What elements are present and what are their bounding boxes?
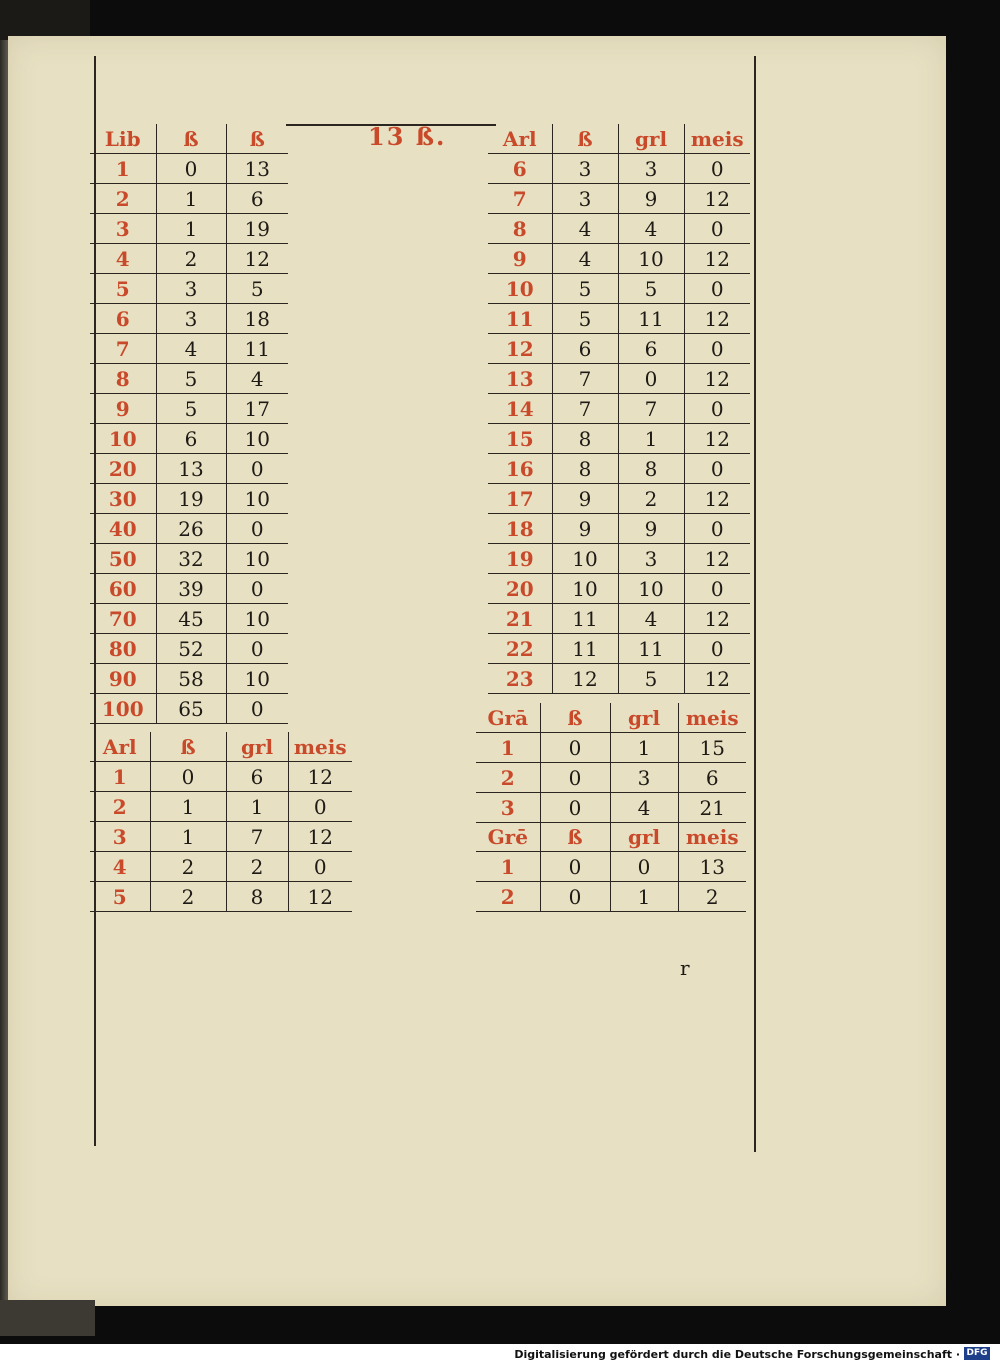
value-cell: 0	[156, 154, 226, 184]
conversion-table-arl	[488, 124, 750, 694]
table-row	[488, 184, 750, 214]
table-row	[476, 882, 746, 912]
table-row	[90, 454, 288, 484]
value-cell: 0	[150, 762, 226, 792]
value-cell: 12	[684, 184, 750, 214]
page-number: 13 ß.	[368, 122, 447, 151]
scan-corner-top	[0, 0, 90, 40]
value-cell: 0	[226, 454, 288, 484]
row-key-cell: 2	[90, 792, 150, 822]
value-cell: 10	[552, 574, 618, 604]
value-cell: 12	[288, 822, 352, 852]
value-cell: 3	[156, 274, 226, 304]
row-key-cell: 6	[488, 154, 552, 184]
value-cell: 3	[618, 544, 684, 574]
row-key-cell: 11	[488, 304, 552, 334]
table-row	[90, 244, 288, 274]
column-header: grl	[610, 703, 678, 733]
table-header-row	[488, 124, 750, 154]
table-row	[90, 604, 288, 634]
row-key-cell: 21	[488, 604, 552, 634]
table-row	[488, 634, 750, 664]
table-row	[90, 184, 288, 214]
value-cell: 3	[552, 154, 618, 184]
column-header: meis	[684, 124, 750, 154]
value-cell: 0	[540, 733, 610, 763]
table-row	[476, 733, 746, 763]
row-key-cell: 19	[488, 544, 552, 574]
value-cell: 6	[226, 762, 288, 792]
row-key-cell: 80	[90, 634, 156, 664]
row-key-cell: 5	[90, 274, 156, 304]
conversion-table-lib	[90, 124, 288, 724]
value-cell: 0	[288, 852, 352, 882]
value-cell: 9	[552, 484, 618, 514]
value-cell: 7	[552, 364, 618, 394]
column-header: grl	[618, 124, 684, 154]
table-row	[90, 634, 288, 664]
row-key-cell: 100	[90, 694, 156, 724]
table-row	[90, 694, 288, 724]
value-cell: 19	[226, 214, 288, 244]
table-row	[488, 274, 750, 304]
digitization-footer	[0, 1344, 1000, 1364]
row-key-cell: 20	[90, 454, 156, 484]
value-cell: 15	[678, 733, 746, 763]
table-row	[488, 424, 750, 454]
row-key-cell: 4	[90, 852, 150, 882]
table-row	[90, 852, 352, 882]
column-header: ß	[540, 822, 610, 852]
value-cell: 10	[226, 604, 288, 634]
value-cell: 21	[678, 793, 746, 823]
row-key-cell: 7	[488, 184, 552, 214]
row-key-cell: 10	[90, 424, 156, 454]
footer-credit: Digitalisierung gefördert durch die Deutsche Forschungsgemeinschaft ·	[514, 1348, 960, 1361]
value-cell: 4	[610, 793, 678, 823]
value-cell: 9	[618, 184, 684, 214]
table-header-row	[476, 703, 746, 733]
value-cell: 4	[552, 214, 618, 244]
row-key-cell: 9	[488, 244, 552, 274]
value-cell: 5	[618, 664, 684, 694]
value-cell: 11	[552, 604, 618, 634]
value-cell: 19	[156, 484, 226, 514]
value-cell: 12	[684, 304, 750, 334]
row-key-cell: 18	[488, 514, 552, 544]
table-row	[488, 304, 750, 334]
row-key-cell: 5	[90, 882, 150, 912]
column-header: meis	[678, 822, 746, 852]
signature-mark: r	[680, 956, 690, 980]
column-header: grl	[610, 822, 678, 852]
value-cell: 32	[156, 544, 226, 574]
value-cell: 9	[552, 514, 618, 544]
value-cell: 3	[552, 184, 618, 214]
row-key-cell: 1	[476, 852, 540, 882]
value-cell: 12	[684, 364, 750, 394]
table-row	[476, 793, 746, 823]
value-cell: 12	[684, 664, 750, 694]
table-row	[488, 664, 750, 694]
dfg-logo: DFG	[964, 1347, 990, 1360]
conversion-table-gre	[476, 822, 746, 912]
value-cell: 4	[156, 334, 226, 364]
table-header-row	[90, 732, 352, 762]
row-key-cell: 6	[90, 304, 156, 334]
value-cell: 10	[552, 544, 618, 574]
value-cell: 11	[226, 334, 288, 364]
row-key-cell: 20	[488, 574, 552, 604]
value-cell: 7	[226, 822, 288, 852]
column-header: ß	[552, 124, 618, 154]
table-row	[488, 154, 750, 184]
row-key-cell: 23	[488, 664, 552, 694]
row-key-cell: 7	[90, 334, 156, 364]
value-cell: 52	[156, 634, 226, 664]
value-cell: 2	[150, 882, 226, 912]
value-cell: 2	[226, 852, 288, 882]
column-header: meis	[678, 703, 746, 733]
table-row	[90, 304, 288, 334]
row-key-cell: 3	[476, 793, 540, 823]
row-key-cell: 1	[90, 154, 156, 184]
table-row	[488, 544, 750, 574]
value-cell: 11	[618, 634, 684, 664]
value-cell: 10	[226, 664, 288, 694]
table-row	[488, 214, 750, 244]
value-cell: 8	[618, 454, 684, 484]
value-cell: 10	[618, 244, 684, 274]
row-key-cell: 70	[90, 604, 156, 634]
conversion-table-arl-lower	[90, 732, 352, 912]
value-cell: 12	[552, 664, 618, 694]
value-cell: 8	[552, 454, 618, 484]
table-row	[488, 394, 750, 424]
value-cell: 1	[156, 184, 226, 214]
table-row	[90, 484, 288, 514]
table-row	[90, 792, 352, 822]
value-cell: 65	[156, 694, 226, 724]
value-cell: 13	[226, 154, 288, 184]
value-cell: 10	[226, 484, 288, 514]
value-cell: 5	[618, 274, 684, 304]
value-cell: 1	[610, 882, 678, 912]
row-key-cell: 60	[90, 574, 156, 604]
table-header-row	[476, 822, 746, 852]
column-header: Grā	[476, 703, 540, 733]
value-cell: 12	[684, 424, 750, 454]
value-cell: 0	[226, 574, 288, 604]
book-page	[8, 36, 946, 1306]
table-row	[90, 394, 288, 424]
right-rule	[754, 56, 756, 1152]
table-header-row	[90, 124, 288, 154]
column-header: Grē	[476, 822, 540, 852]
value-cell: 0	[226, 694, 288, 724]
row-key-cell: 50	[90, 544, 156, 574]
table-row	[488, 244, 750, 274]
row-key-cell: 8	[488, 214, 552, 244]
column-header: Lib	[90, 124, 156, 154]
row-key-cell: 9	[90, 394, 156, 424]
table-row	[90, 762, 352, 792]
value-cell: 4	[618, 604, 684, 634]
value-cell: 0	[288, 792, 352, 822]
table-row	[476, 763, 746, 793]
row-key-cell: 40	[90, 514, 156, 544]
row-key-cell: 16	[488, 454, 552, 484]
value-cell: 18	[226, 304, 288, 334]
conversion-table-gra	[476, 703, 746, 823]
column-header: meis	[288, 732, 352, 762]
row-key-cell: 17	[488, 484, 552, 514]
value-cell: 1	[150, 822, 226, 852]
row-key-cell: 3	[90, 214, 156, 244]
row-key-cell: 2	[476, 882, 540, 912]
row-key-cell: 90	[90, 664, 156, 694]
value-cell: 26	[156, 514, 226, 544]
value-cell: 0	[226, 514, 288, 544]
table-row	[488, 514, 750, 544]
value-cell: 7	[552, 394, 618, 424]
value-cell: 5	[156, 394, 226, 424]
table-row	[90, 574, 288, 604]
value-cell: 12	[684, 244, 750, 274]
value-cell: 8	[226, 882, 288, 912]
value-cell: 0	[684, 214, 750, 244]
value-cell: 10	[618, 574, 684, 604]
value-cell: 0	[540, 763, 610, 793]
value-cell: 6	[226, 184, 288, 214]
value-cell: 39	[156, 574, 226, 604]
value-cell: 1	[618, 424, 684, 454]
row-key-cell: 2	[476, 763, 540, 793]
value-cell: 0	[540, 793, 610, 823]
value-cell: 2	[156, 244, 226, 274]
table-row	[90, 274, 288, 304]
row-key-cell: 12	[488, 334, 552, 364]
value-cell: 17	[226, 394, 288, 424]
value-cell: 10	[226, 424, 288, 454]
value-cell: 0	[618, 364, 684, 394]
table-row	[90, 544, 288, 574]
value-cell: 6	[552, 334, 618, 364]
value-cell: 3	[156, 304, 226, 334]
table-row	[90, 882, 352, 912]
table-row	[476, 852, 746, 882]
value-cell: 0	[684, 334, 750, 364]
row-key-cell: 8	[90, 364, 156, 394]
row-key-cell: 22	[488, 634, 552, 664]
value-cell: 0	[684, 574, 750, 604]
value-cell: 5	[226, 274, 288, 304]
table-row	[488, 484, 750, 514]
table-row	[90, 364, 288, 394]
table-row	[90, 154, 288, 184]
row-key-cell: 1	[90, 762, 150, 792]
value-cell: 1	[150, 792, 226, 822]
value-cell: 5	[552, 304, 618, 334]
value-cell: 1	[610, 733, 678, 763]
value-cell: 0	[226, 634, 288, 664]
value-cell: 12	[684, 604, 750, 634]
value-cell: 3	[618, 154, 684, 184]
row-key-cell: 15	[488, 424, 552, 454]
value-cell: 13	[678, 852, 746, 882]
table-row	[488, 334, 750, 364]
column-header: ß	[226, 124, 288, 154]
column-header: ß	[150, 732, 226, 762]
row-key-cell: 1	[476, 733, 540, 763]
value-cell: 10	[226, 544, 288, 574]
value-cell: 12	[288, 882, 352, 912]
table-row	[90, 334, 288, 364]
value-cell: 12	[288, 762, 352, 792]
value-cell: 8	[552, 424, 618, 454]
column-header: Arl	[90, 732, 150, 762]
value-cell: 1	[156, 214, 226, 244]
value-cell: 2	[150, 852, 226, 882]
value-cell: 4	[552, 244, 618, 274]
table-row	[488, 454, 750, 484]
table-row	[90, 514, 288, 544]
value-cell: 2	[618, 484, 684, 514]
value-cell: 9	[618, 514, 684, 544]
value-cell: 0	[684, 514, 750, 544]
value-cell: 11	[552, 634, 618, 664]
value-cell: 4	[618, 214, 684, 244]
scan-corner-bottom	[0, 1300, 95, 1336]
value-cell: 12	[684, 484, 750, 514]
column-header: grl	[226, 732, 288, 762]
table-row	[488, 604, 750, 634]
value-cell: 0	[684, 394, 750, 424]
value-cell: 6	[618, 334, 684, 364]
table-row	[90, 424, 288, 454]
row-key-cell: 13	[488, 364, 552, 394]
value-cell: 45	[156, 604, 226, 634]
column-header: Arl	[488, 124, 552, 154]
column-header: ß	[156, 124, 226, 154]
value-cell: 4	[226, 364, 288, 394]
value-cell: 0	[684, 154, 750, 184]
value-cell: 13	[156, 454, 226, 484]
row-key-cell: 14	[488, 394, 552, 424]
value-cell: 58	[156, 664, 226, 694]
value-cell: 0	[610, 852, 678, 882]
column-header: ß	[540, 703, 610, 733]
row-key-cell: 3	[90, 822, 150, 852]
value-cell: 11	[618, 304, 684, 334]
value-cell: 0	[540, 882, 610, 912]
value-cell: 0	[540, 852, 610, 882]
table-row	[90, 822, 352, 852]
value-cell: 7	[618, 394, 684, 424]
value-cell: 3	[610, 763, 678, 793]
row-key-cell: 30	[90, 484, 156, 514]
value-cell: 0	[684, 274, 750, 304]
value-cell: 0	[684, 454, 750, 484]
value-cell: 5	[156, 364, 226, 394]
value-cell: 6	[678, 763, 746, 793]
value-cell: 6	[156, 424, 226, 454]
row-key-cell: 2	[90, 184, 156, 214]
value-cell: 0	[684, 634, 750, 664]
table-row	[488, 574, 750, 604]
value-cell: 12	[226, 244, 288, 274]
row-key-cell: 10	[488, 274, 552, 304]
table-row	[488, 364, 750, 394]
value-cell: 1	[226, 792, 288, 822]
table-row	[90, 664, 288, 694]
value-cell: 12	[684, 544, 750, 574]
value-cell: 5	[552, 274, 618, 304]
row-key-cell: 4	[90, 244, 156, 274]
table-row	[90, 214, 288, 244]
value-cell: 2	[678, 882, 746, 912]
